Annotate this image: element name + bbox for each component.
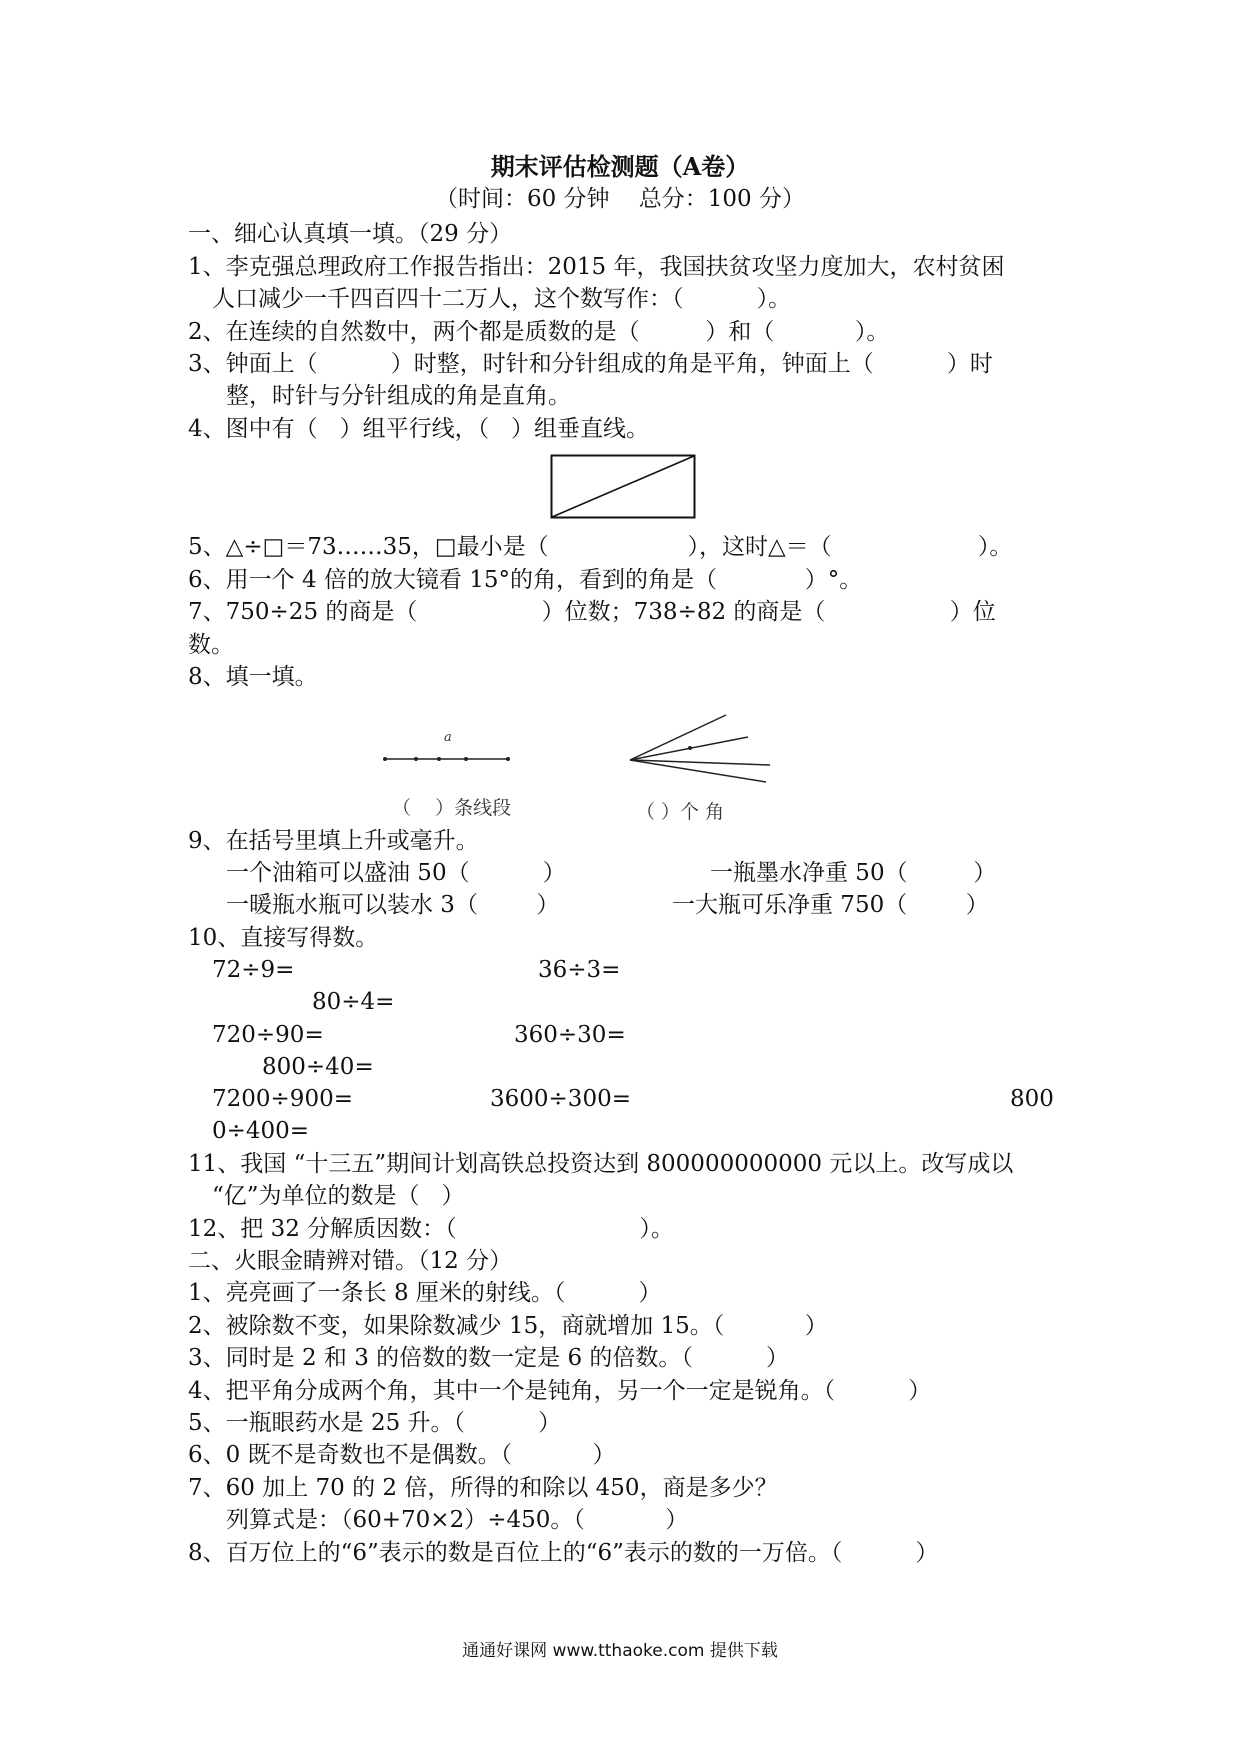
line-segments-figure: [380, 720, 520, 770]
calc-item: 0÷400=: [212, 1118, 310, 1144]
question-6: 6、用一个 4 倍的放大镜看 15°的角，看到的角是（ ）°。: [188, 567, 863, 593]
question-1-line2: 人口减少一千四百四十二万人，这个数写作：（ ）。: [212, 286, 792, 312]
question-11-line1: 11、我国 “十三五”期间计划高铁总投资达到 800000000000 元以上。改写成以: [188, 1151, 1014, 1177]
question-7-line1: 7、750÷25 的商是（ ）位数；738÷82 的商是（ ）位: [188, 599, 996, 625]
judge-item-7-formula: 列算式是：（60+70×2）÷450。（ ）: [226, 1507, 689, 1533]
judge-item: 2、被除数不变，如果除数减少 15，商就增加 15。（ ）: [188, 1313, 828, 1339]
question-3-line2: 整，时针与分针组成的角是直角。: [226, 383, 571, 409]
question-7-line2: 数。: [188, 632, 234, 658]
rectangle-diagonal-figure: [550, 454, 700, 520]
calc-item: 800: [1010, 1086, 1054, 1112]
figure-caption-angles: （ ）个 角: [636, 801, 725, 823]
judge-item: 4、把平角分成两个角，其中一个是钝角，另一个一定是锐角。（ ）: [188, 1378, 932, 1404]
angles-figure: [628, 710, 788, 790]
question-11-line2: “亿”为单位的数是（ ）: [212, 1183, 465, 1209]
judge-item: 5、一瓶眼药水是 25 升。（ ）: [188, 1410, 562, 1436]
figure-caption-segments: （ ）条线段: [392, 797, 512, 819]
question-8: 8、填一填。: [188, 664, 318, 690]
footer-text: 通通好课网 www.tthaoke.com 提供下载: [462, 1641, 778, 1661]
calc-item: 72÷9=: [212, 957, 295, 983]
question-9a: 一个油箱可以盛油 50（ ）: [226, 860, 566, 886]
judge-item: 1、亮亮画了一条长 8 厘米的射线。（ ）: [188, 1280, 662, 1306]
section1-heading: 一、细心认真填一填。（29 分）: [188, 221, 513, 247]
calc-item: 80÷4=: [312, 989, 395, 1015]
question-9: 9、在括号里填上升或毫升。: [188, 828, 479, 854]
calc-item: 3600÷300=: [490, 1086, 631, 1112]
question-12: 12、把 32 分解质因数：（ ）。: [188, 1216, 674, 1242]
question-3-line1: 3、钟面上（ ）时整，时针和分针组成的角是平角，钟面上（ ）时: [188, 351, 993, 377]
judge-item: 8、百万位上的“6”表示的数是百位上的“6”表示的数的一万倍。（ ）: [188, 1540, 939, 1566]
section2-heading: 二、火眼金睛辨对错。（12 分）: [188, 1248, 513, 1274]
calc-item: 7200÷900=: [212, 1086, 353, 1112]
judge-item: 7、60 加上 70 的 2 倍，所得的和除以 450，商是多少？: [188, 1475, 778, 1501]
question-9b: 一瓶墨水净重 50（ ）: [710, 860, 997, 886]
question-4: 4、图中有（ ）组平行线，（ ）组垂直线。: [188, 416, 649, 442]
question-1-line1: 1、李克强总理政府工作报告指出：2015 年，我国扶贫攻坚力度加大，农村贫困: [188, 254, 1005, 280]
judge-item: 3、同时是 2 和 3 的倍数的数一定是 6 的倍数。（ ）: [188, 1345, 790, 1371]
calc-item: 36÷3=: [538, 957, 621, 983]
calc-item: 800÷40=: [262, 1054, 374, 1080]
question-5: 5、△÷□＝73……35，□最小是（ ），这时△＝（ ）。: [188, 534, 1013, 560]
question-2: 2、在连续的自然数中，两个都是质数的是（ ）和（ ）。: [188, 319, 890, 345]
question-9d: 一大瓶可乐净重 750（ ）: [672, 892, 989, 918]
question-10: 10、直接写得数。: [188, 925, 379, 951]
judge-item: 6、0 既不是奇数也不是偶数。（ ）: [188, 1442, 616, 1468]
question-9c: 一暖瓶水瓶可以装水 3（ ）: [226, 892, 560, 918]
page-subtitle: （时间：60 分钟 总分：100 分）: [434, 186, 806, 212]
point-label: a: [444, 730, 452, 745]
calc-item: 720÷90=: [212, 1022, 324, 1048]
calc-item: 360÷30=: [514, 1022, 626, 1048]
page-title: 期末评估检测题（A卷）: [490, 152, 750, 181]
